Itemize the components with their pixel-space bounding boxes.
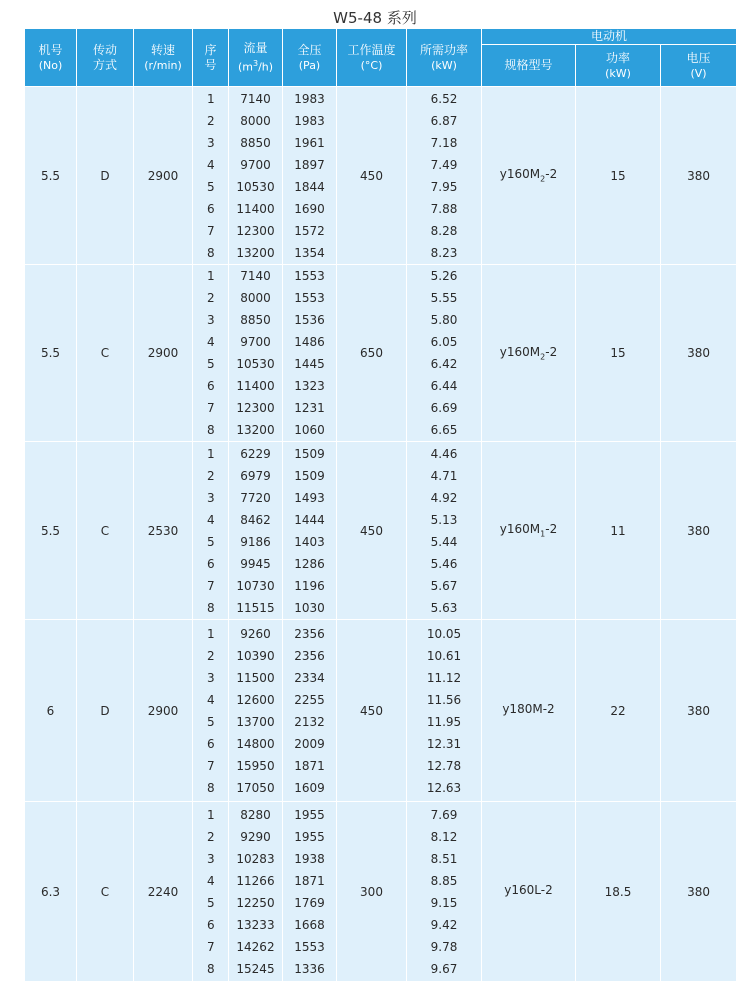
cell-power-req (407, 442, 482, 620)
cell-pressure-value: 1336 (294, 961, 325, 976)
cell-temp: 450 (337, 442, 407, 620)
cell-flow-value: 15245 (236, 961, 275, 976)
cell-seq-value: 1 (207, 91, 215, 106)
cell-power-req-value: 6.65 (430, 423, 458, 437)
cell-motor-voltage: 380 (661, 620, 737, 802)
cell-drive: D (77, 620, 134, 802)
cell-seq-value: 6 (207, 917, 215, 932)
cell-seq-value: 6 (207, 201, 215, 216)
cell-seq-value: 4 (207, 157, 215, 172)
cell-pressure-value: 2009 (294, 736, 325, 751)
cell-power-req-value: 7.88 (430, 201, 458, 216)
cell-pressure-value: 1955 (294, 807, 325, 822)
motor-model-text: y160M (499, 344, 541, 359)
cell-pressure-value: 2356 (294, 626, 325, 641)
cell-pressure (283, 802, 337, 982)
cell-power-req-value: 5.63 (430, 600, 458, 615)
cell-pressure (283, 87, 337, 265)
cell-seq-value: 1 (207, 446, 215, 461)
cell-flow (229, 265, 283, 442)
cell-seq-value: 8 (207, 780, 215, 795)
cell-speed: 2900 (134, 87, 193, 265)
cell-flow-value: 11500 (236, 670, 275, 685)
cell-seq-value: 2 (207, 468, 215, 483)
cell-seq-value: 2 (207, 291, 215, 305)
cell-power-req-value: 6.52 (430, 91, 458, 106)
cell-power-req-value: 5.55 (430, 291, 458, 305)
cell-flow-value: 13200 (236, 245, 275, 260)
header-speed: 转速 (r/min) (134, 29, 193, 87)
cell-seq (193, 265, 229, 442)
cell-seq-value: 8 (207, 600, 215, 615)
cell-seq-value: 6 (207, 556, 215, 571)
cell-seq-value: 7 (207, 578, 215, 593)
cell-motor-power: 15 (576, 87, 661, 265)
cell-seq-value: 7 (207, 401, 215, 415)
cell-pressure-value: 1690 (294, 201, 325, 216)
cell-flow (229, 620, 283, 802)
cell-pressure-value: 1938 (294, 851, 325, 866)
cell-machine-no: 5.5 (25, 442, 77, 620)
header-pressure: 全压 (Pa) (283, 29, 337, 87)
cell-seq-value: 3 (207, 313, 215, 327)
cell-pressure-value: 1444 (294, 512, 325, 527)
cell-seq-value: 2 (207, 829, 215, 844)
cell-flow-value: 7140 (240, 91, 271, 106)
cell-pressure-value: 1060 (294, 423, 325, 437)
header-motor-voltage: 电压 (V) (661, 45, 737, 87)
cell-power-req-value: 7.49 (430, 157, 458, 172)
cell-flow-value: 13233 (236, 917, 275, 932)
cell-seq-value: 8 (207, 423, 215, 437)
header-seq: 序 号 (193, 29, 229, 87)
cell-power-req-value: 5.26 (430, 269, 458, 283)
cell-flow-value: 8850 (240, 313, 271, 327)
cell-seq-value: 3 (207, 135, 215, 150)
cell-pressure-value: 1553 (294, 291, 325, 305)
cell-pressure (283, 265, 337, 442)
cell-flow-value: 12600 (236, 692, 275, 707)
cell-pressure-value: 1403 (294, 534, 325, 549)
header-motor-power: 功率 (kW) (576, 45, 661, 87)
cell-seq-value: 3 (207, 670, 215, 685)
cell-flow-value: 15950 (236, 758, 275, 773)
cell-flow-value: 9700 (240, 335, 271, 349)
cell-flow-value: 12300 (236, 223, 275, 238)
cell-motor-model (482, 442, 576, 620)
cell-power-req-value: 4.46 (430, 446, 458, 461)
cell-seq-value: 8 (207, 245, 215, 260)
cell-flow-value: 9186 (240, 534, 271, 549)
cell-power-req (407, 620, 482, 802)
cell-power-req (407, 87, 482, 265)
cell-pressure-value: 1609 (294, 780, 325, 795)
cell-pressure-value: 1509 (294, 468, 325, 483)
cell-flow-value: 12250 (236, 895, 275, 910)
cell-motor-model (482, 620, 576, 802)
cell-machine-no: 6.3 (25, 802, 77, 982)
header-power-req: 所需功率 (kW) (407, 29, 482, 87)
cell-power-req-value: 5.46 (430, 556, 458, 571)
cell-motor-model (482, 265, 576, 442)
cell-pressure-value: 2356 (294, 648, 325, 663)
cell-speed: 2240 (134, 802, 193, 982)
cell-pressure-value: 1844 (294, 179, 325, 194)
cell-seq-value: 4 (207, 692, 215, 707)
cell-power-req-value: 5.67 (430, 578, 458, 593)
cell-flow (229, 442, 283, 620)
cell-drive: C (77, 442, 134, 620)
header-machine-no: 机号 (No) (25, 29, 77, 87)
cell-flow-value: 8280 (240, 807, 271, 822)
cell-pressure (283, 620, 337, 802)
header-temp: 工作温度 (°C) (337, 29, 407, 87)
spec-table-body (25, 87, 737, 982)
cell-seq-value: 7 (207, 939, 215, 954)
cell-drive: C (77, 802, 134, 982)
cell-pressure-value: 1955 (294, 829, 325, 844)
motor-model-text: y160M (499, 167, 541, 182)
cell-motor-voltage: 380 (661, 87, 737, 265)
cell-seq-value: 7 (207, 758, 215, 773)
cell-flow-value: 9260 (240, 626, 271, 641)
cell-flow-value: 13200 (236, 423, 275, 437)
motor-model-suffix: -2 (545, 344, 558, 359)
cell-temp: 450 (337, 87, 407, 265)
cell-power-req-value: 6.69 (430, 401, 458, 415)
cell-seq-value: 2 (207, 113, 215, 128)
cell-machine-no: 6 (25, 620, 77, 802)
cell-flow-value: 8850 (240, 135, 271, 150)
cell-power-req-value: 5.13 (430, 512, 458, 527)
cell-temp: 300 (337, 802, 407, 982)
cell-power-req-value: 6.05 (430, 335, 458, 349)
cell-machine-no: 5.5 (25, 87, 77, 265)
cell-seq-value: 4 (207, 873, 215, 888)
cell-drive: C (77, 265, 134, 442)
cell-pressure-value: 1871 (294, 758, 325, 773)
cell-flow-value: 11400 (236, 379, 275, 393)
cell-pressure-value: 1572 (294, 223, 325, 238)
cell-speed: 2530 (134, 442, 193, 620)
cell-flow-value: 14262 (236, 939, 275, 954)
cell-seq-value: 5 (207, 714, 215, 729)
cell-flow-value: 11400 (236, 201, 275, 216)
cell-flow (229, 87, 283, 265)
cell-power-req-value: 8.28 (430, 223, 458, 238)
cell-power-req-value: 8.51 (430, 851, 458, 866)
cell-motor-voltage: 380 (661, 442, 737, 620)
cell-seq-value: 5 (207, 179, 215, 194)
cell-pressure-value: 1354 (294, 245, 325, 260)
motor-model-text: y180M-2 (502, 702, 555, 717)
cell-speed: 2900 (134, 265, 193, 442)
cell-pressure-value: 1769 (294, 895, 325, 910)
cell-power-req-value: 8.23 (430, 245, 458, 260)
cell-flow-value: 7720 (240, 490, 271, 505)
cell-seq-value: 6 (207, 736, 215, 751)
cell-seq-value: 1 (207, 269, 215, 283)
cell-pressure-value: 1983 (294, 113, 325, 128)
header-drive: 传动 方式 (77, 29, 134, 87)
cell-motor-model (482, 802, 576, 982)
table-row (25, 620, 737, 802)
cell-drive: D (77, 87, 134, 265)
cell-seq-value: 5 (207, 357, 215, 371)
cell-power-req-value: 10.05 (426, 626, 462, 641)
cell-seq-value: 4 (207, 512, 215, 527)
header-motor-group: 电动机 (482, 29, 737, 45)
cell-pressure-value: 1553 (294, 939, 325, 954)
page-title: W5-48 系列 (333, 9, 417, 27)
cell-flow-value: 6229 (240, 446, 271, 461)
cell-seq-value: 5 (207, 534, 215, 549)
cell-flow-value: 13700 (236, 714, 275, 729)
cell-pressure-value: 1668 (294, 917, 325, 932)
cell-pressure-value: 2255 (294, 692, 325, 707)
cell-flow (229, 802, 283, 982)
cell-power-req-value: 9.67 (430, 961, 458, 976)
cell-motor-model (482, 87, 576, 265)
cell-seq (193, 802, 229, 982)
cell-power-req-value: 7.18 (430, 135, 458, 150)
motor-model-suffix: -2 (545, 167, 558, 182)
cell-motor-power: 15 (576, 265, 661, 442)
cell-pressure-value: 1509 (294, 446, 325, 461)
cell-power-req-value: 9.78 (430, 939, 458, 954)
motor-model-text: y160M (499, 522, 541, 537)
table-row (25, 442, 737, 620)
cell-flow-value: 17050 (236, 780, 275, 795)
cell-pressure (283, 442, 337, 620)
cell-power-req (407, 265, 482, 442)
spec-table (24, 28, 737, 982)
cell-power-req-value: 11.95 (426, 714, 462, 729)
cell-flow-value: 7140 (240, 269, 271, 283)
cell-power-req-value: 9.15 (430, 895, 458, 910)
cell-flow-value: 10283 (236, 851, 275, 866)
cell-power-req-value: 11.12 (426, 670, 462, 685)
cell-seq-value: 5 (207, 895, 215, 910)
cell-pressure-value: 1983 (294, 91, 325, 106)
cell-power-req-value: 8.85 (430, 873, 458, 888)
cell-flow-value: 8000 (240, 291, 271, 305)
cell-temp: 450 (337, 620, 407, 802)
cell-seq-value: 6 (207, 379, 215, 393)
motor-model-subscript: 2 (540, 352, 546, 362)
header-motor-model: 规格型号 (482, 45, 576, 87)
table-row (25, 802, 737, 982)
cell-pressure-value: 1493 (294, 490, 325, 505)
cell-flow-value: 10390 (236, 648, 275, 663)
cell-seq-value: 8 (207, 961, 215, 976)
cell-flow-value: 10530 (236, 179, 275, 194)
cell-temp: 650 (337, 265, 407, 442)
cell-power-req-value: 7.69 (430, 807, 458, 822)
cell-flow-value: 9945 (240, 556, 271, 571)
cell-power-req-value: 12.78 (426, 758, 462, 773)
cell-power-req-value: 5.44 (430, 534, 458, 549)
cell-seq-value: 1 (207, 807, 215, 822)
cell-power-req-value: 5.80 (430, 313, 458, 327)
cell-pressure-value: 1961 (294, 135, 325, 150)
cell-power-req (407, 802, 482, 982)
cell-pressure-value: 1231 (294, 401, 325, 415)
cell-power-req-value: 6.87 (430, 113, 458, 128)
cell-power-req-value: 6.44 (430, 379, 458, 393)
cell-flow-value: 11515 (236, 600, 275, 615)
cell-power-req-value: 11.56 (426, 692, 462, 707)
cell-pressure-value: 1196 (294, 578, 325, 593)
cell-motor-power: 11 (576, 442, 661, 620)
cell-flow-value: 6979 (240, 468, 271, 483)
cell-seq-value: 1 (207, 626, 215, 641)
cell-pressure-value: 1030 (294, 600, 325, 615)
cell-seq (193, 620, 229, 802)
cell-pressure-value: 1286 (294, 556, 325, 571)
cell-motor-voltage: 380 (661, 802, 737, 982)
table-row (25, 265, 737, 442)
cell-flow-value: 10730 (236, 578, 275, 593)
cell-pressure-value: 1323 (294, 379, 325, 393)
cell-power-req-value: 6.42 (430, 357, 458, 371)
cell-power-req-value: 7.95 (430, 179, 458, 194)
motor-model-subscript: 2 (540, 174, 546, 184)
cell-seq-value: 7 (207, 223, 215, 238)
cell-motor-voltage: 380 (661, 265, 737, 442)
cell-speed: 2900 (134, 620, 193, 802)
cell-pressure-value: 1486 (294, 335, 325, 349)
cell-flow-value: 12300 (236, 401, 275, 415)
cell-power-req-value: 10.61 (426, 648, 462, 663)
cell-flow-value: 9290 (240, 829, 271, 844)
motor-model-suffix: -2 (545, 522, 558, 537)
cell-flow-value: 11266 (236, 873, 275, 888)
cell-pressure-value: 2334 (294, 670, 325, 685)
cell-flow-value: 14800 (236, 736, 275, 751)
header-flow: 流量 $(m^3/h)$ (229, 29, 283, 87)
cell-seq-value: 2 (207, 648, 215, 663)
cell-power-req-value: 9.42 (430, 917, 458, 932)
cell-flow-value: 8000 (240, 113, 271, 128)
cell-flow-value: 8462 (240, 512, 271, 527)
cell-motor-power: 18.5 (576, 802, 661, 982)
cell-power-req-value: 12.31 (426, 736, 462, 751)
cell-seq (193, 442, 229, 620)
cell-pressure-value: 1536 (294, 313, 325, 327)
cell-seq (193, 87, 229, 265)
cell-seq-value: 3 (207, 851, 215, 866)
table-row (25, 87, 737, 265)
cell-power-req-value: 12.63 (426, 780, 462, 795)
cell-flow-value: 10530 (236, 357, 275, 371)
motor-model-subscript: 1 (540, 529, 546, 539)
cell-seq-value: 4 (207, 335, 215, 349)
cell-machine-no: 5.5 (25, 265, 77, 442)
cell-power-req-value: 4.92 (430, 490, 458, 505)
cell-motor-power: 22 (576, 620, 661, 802)
cell-flow-value: 9700 (240, 157, 271, 172)
cell-pressure-value: 1871 (294, 873, 325, 888)
cell-pressure-value: 1445 (294, 357, 325, 371)
cell-power-req-value: 8.12 (430, 829, 458, 844)
cell-pressure-value: 1553 (294, 269, 325, 283)
motor-model-text: y160L-2 (504, 883, 553, 898)
cell-pressure-value: 1897 (294, 157, 325, 172)
cell-seq-value: 3 (207, 490, 215, 505)
cell-power-req-value: 4.71 (430, 468, 458, 483)
header-row (25, 29, 737, 45)
cell-pressure-value: 2132 (294, 714, 325, 729)
